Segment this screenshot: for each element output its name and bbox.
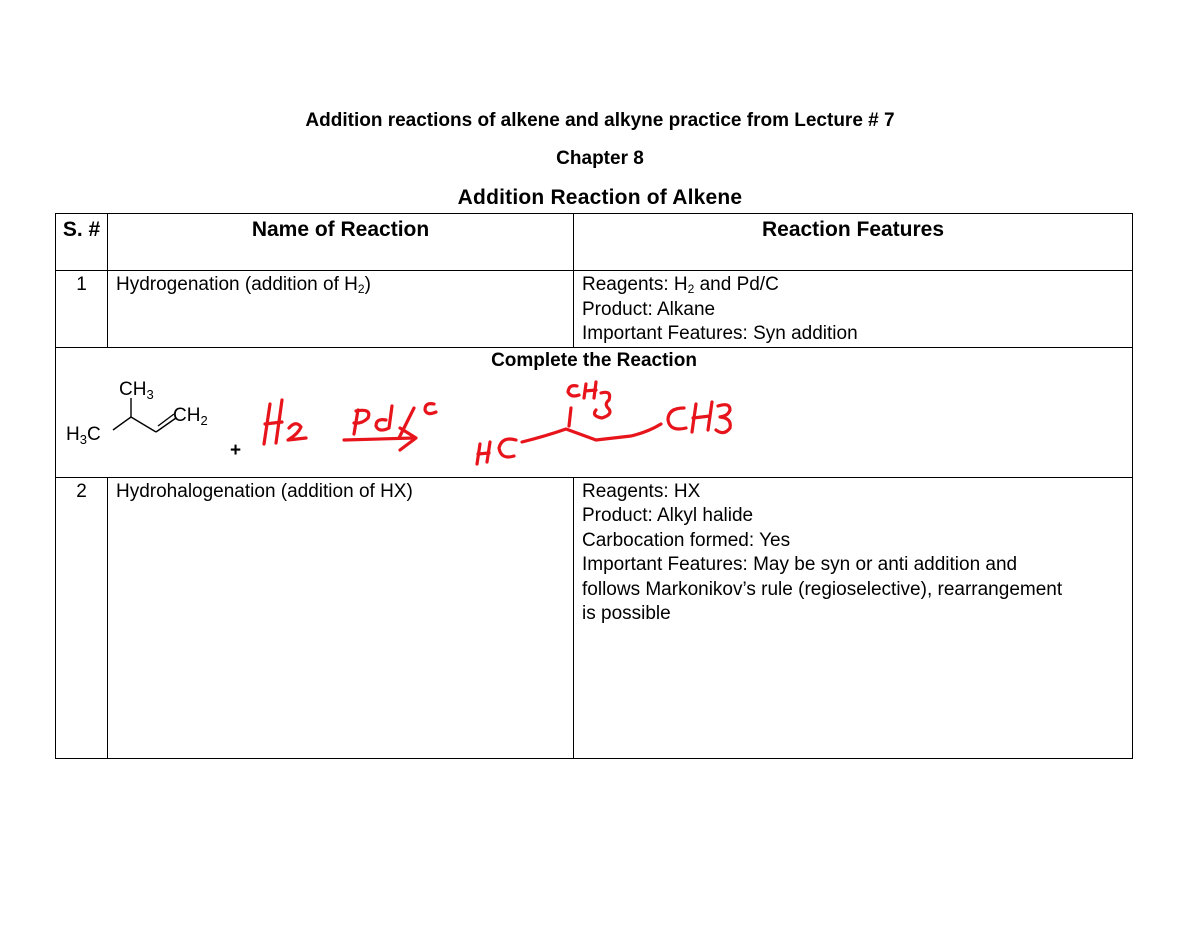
header-name: Name of Reaction bbox=[108, 214, 574, 271]
bond-line bbox=[131, 417, 156, 432]
handwritten-catalyst bbox=[354, 403, 436, 437]
label-ch2: $CH_2$ bbox=[173, 404, 208, 428]
feature-reagents-suffix: and Pd/C bbox=[694, 274, 779, 295]
row-number: 1 bbox=[56, 271, 108, 348]
feature-important-cont: follows Markonikov’s rule (regioselective), rearrangement bbox=[582, 578, 1063, 600]
complete-reaction-row bbox=[56, 347, 1133, 477]
ink-stroke bbox=[584, 382, 596, 398]
feature-carbocation: Carbocation formed: Yes bbox=[582, 529, 791, 551]
reaction-name: Hydrohalogenation (addition of HX) bbox=[108, 477, 574, 758]
arrow-shaft bbox=[344, 438, 414, 440]
document-title: Addition reactions of alkene and alkyne practice from Lecture # 7 bbox=[305, 110, 895, 131]
reaction-drawing bbox=[56, 348, 1133, 478]
reaction-name-end: ) bbox=[364, 274, 371, 295]
product-branch bbox=[569, 408, 571, 426]
feature-product: Product: Alkane bbox=[582, 298, 716, 320]
feature-reagents-prefix: Reagents: H bbox=[582, 274, 688, 295]
feature-important: Important Features: May be syn or anti addition and bbox=[582, 554, 1018, 575]
table-row bbox=[56, 477, 1133, 758]
reaction-name-text: Hydrogenation (addition of H bbox=[116, 274, 358, 295]
chapter-label: Chapter 8 bbox=[556, 148, 644, 169]
complete-reaction-cell bbox=[56, 347, 1133, 477]
handwritten-ch3-top bbox=[568, 382, 610, 418]
handwritten-answer bbox=[264, 382, 730, 464]
header-sn: S. # bbox=[56, 214, 108, 271]
feature-reagents-subscript: 2 bbox=[687, 282, 695, 296]
feature-important-cont: is possible bbox=[582, 603, 671, 624]
product-chain bbox=[522, 424, 661, 442]
reaction-name bbox=[108, 271, 574, 348]
reaction-table bbox=[55, 213, 1133, 759]
complete-reaction-title: Complete the Reaction bbox=[491, 349, 697, 371]
handwritten-ch3-right bbox=[668, 402, 730, 433]
ink-stroke bbox=[594, 392, 610, 418]
label-ch3-top: $CH_3$ bbox=[119, 378, 154, 402]
ink-stroke bbox=[425, 403, 436, 413]
label-h3c: $H_3C$ bbox=[66, 423, 101, 447]
handwritten-h2 bbox=[264, 400, 306, 444]
ink-stroke bbox=[499, 439, 516, 457]
reaction-features bbox=[574, 477, 1133, 758]
table-header-row bbox=[56, 214, 1133, 271]
feature-reagents: Reagents: HX bbox=[582, 480, 701, 502]
row-number: 2 bbox=[56, 477, 108, 758]
ink-stroke bbox=[692, 402, 712, 432]
feature-reagents bbox=[582, 273, 1126, 298]
feature-product: Product: Alkyl halide bbox=[582, 505, 754, 526]
reaction-name-subscript: 2 bbox=[357, 282, 365, 296]
feature-important: Important Features: Syn addition bbox=[582, 323, 858, 344]
ink-stroke bbox=[478, 453, 489, 454]
table-row bbox=[56, 271, 1133, 348]
reaction-features bbox=[574, 271, 1133, 348]
ink-stroke bbox=[668, 408, 686, 429]
table-caption: Addition Reaction of Alkene bbox=[457, 186, 743, 209]
bond-line bbox=[113, 417, 131, 430]
header-features: Reaction Features bbox=[574, 214, 1133, 271]
handwritten-hc bbox=[477, 439, 516, 464]
ink-stroke bbox=[288, 423, 306, 439]
ink-stroke bbox=[376, 406, 392, 430]
plus-sign: + bbox=[230, 439, 242, 461]
reactant-structure bbox=[113, 398, 176, 432]
ink-stroke bbox=[265, 422, 282, 424]
ink-stroke bbox=[716, 404, 730, 432]
ink-stroke bbox=[568, 385, 579, 395]
